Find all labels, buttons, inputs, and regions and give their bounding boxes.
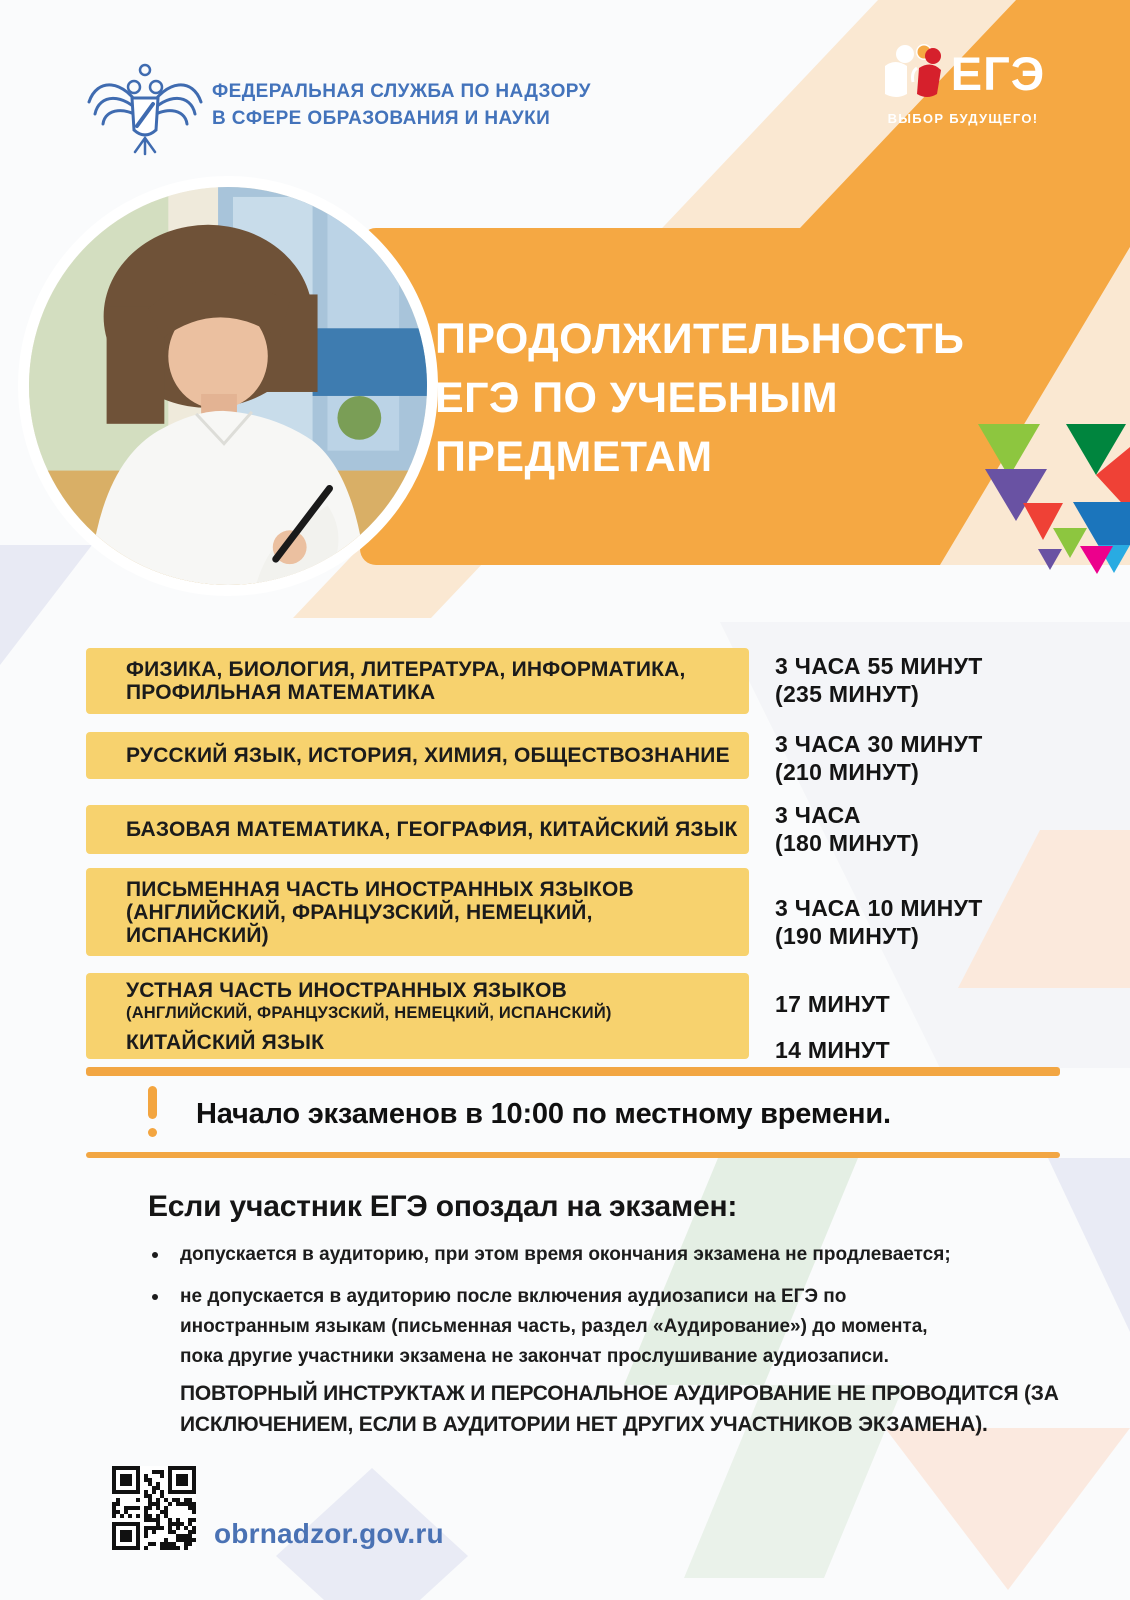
late-bullet-1: допускается в аудиторию, при этом время окончания экзамена не продлевается; — [180, 1240, 951, 1270]
poster-title-line2: ЕГЭ ПО УЧЕБНЫМ — [435, 374, 839, 422]
exclamation-dot-icon — [148, 1128, 157, 1137]
row5-line2: (АНГЛИЙСКИЙ, ФРАНЦУЗСКИЙ, НЕМЕЦКИЙ, ИСПАНСКИЙ) — [126, 1003, 612, 1022]
exclamation-mark-icon — [148, 1086, 157, 1119]
row2-line1: РУССКИЙ ЯЗЫК, ИСТОРИЯ, ХИМИЯ, ОБЩЕСТВОЗНАНИЕ — [126, 744, 730, 767]
row1-line1: ФИЗИКА, БИОЛОГИЯ, ЛИТЕРАТУРА, ИНФОРМАТИКА, — [126, 658, 686, 681]
row5-line1: УСТНАЯ ЧАСТЬ ИНОСТРАННЫХ ЯЗЫКОВ — [126, 978, 568, 1002]
student-photo — [18, 176, 438, 596]
table-row-4-duration: 3 ЧАСА 10 МИНУТ (190 МИНУТ) — [775, 895, 983, 949]
ege-logo-text: ЕГЭ — [950, 46, 1046, 100]
agency-name-line2: В СФЕРЕ ОБРАЗОВАНИЯ И НАУКИ — [212, 108, 551, 129]
table-row-1-duration: 3 ЧАСА 55 МИНУТ (235 МИНУТ) — [775, 653, 983, 707]
late-section-heading: Если участник ЕГЭ опоздал на экзамен: — [148, 1190, 738, 1223]
ege-logo — [868, 42, 1058, 126]
row3-line1: БАЗОВАЯ МАТЕМАТИКА, ГЕОГРАФИЯ, КИТАЙСКИЙ ЯЗЫК — [126, 818, 738, 841]
table-row-4-subjects — [86, 868, 749, 956]
table-row-5-duration-chinese: 14 МИНУТ — [775, 1037, 891, 1063]
table-row-3-duration: 3 ЧАСА (180 МИНУТ) — [775, 802, 920, 856]
poster-title-line3: ПРЕДМЕТАМ — [435, 433, 713, 481]
table-row-2-duration: 3 ЧАСА 30 МИНУТ (210 МИНУТ) — [775, 731, 983, 785]
row1-line2: ПРОФИЛЬНАЯ МАТЕМАТИКА — [126, 681, 436, 704]
table-row-5-subjects — [86, 973, 749, 1059]
eagle-emblem-icon — [85, 60, 205, 156]
exam-start-notice: Начало экзаменов в 10:00 по местному времени. — [196, 1098, 891, 1130]
qr-code — [112, 1466, 196, 1550]
row4-line3: ИСПАНСКИЙ) — [126, 923, 269, 947]
row4-line1: ПИСЬМЕННАЯ ЧАСТЬ ИНОСТРАННЫХ ЯЗЫКОВ — [126, 877, 634, 901]
table-row-2-subjects — [86, 732, 749, 779]
agency-name-line1: ФЕДЕРАЛЬНАЯ СЛУЖБА ПО НАДЗОРУ — [212, 81, 591, 102]
row5-line3: КИТАЙСКИЙ ЯЗЫК — [126, 1030, 325, 1054]
agency-name — [212, 78, 591, 132]
divider-bottom — [86, 1152, 1060, 1158]
obrnadzor-link[interactable]: obrnadzor.gov.ru — [214, 1518, 444, 1549]
ege-people-icon — [881, 42, 945, 104]
table-row-5-duration-oral: 17 МИНУТ — [775, 991, 891, 1017]
late-bullet-2: не допускается в аудиторию после включения аудиозаписи на ЕГЭ по иностранным языкам (письменная часть, раздел «Аудирование») до момента, пока другие участники экзамена не закончат прослушивание аудиозаписи. — [180, 1282, 928, 1372]
ege-tagline: ВЫБОР БУДУЩЕГО! — [887, 111, 1039, 126]
poster-title-line1: ПРОДОЛЖИТЕЛЬНОСТЬ — [435, 315, 965, 363]
table-row-1-subjects — [86, 648, 749, 714]
row4-line2: (АНГЛИЙСКИЙ, ФРАНЦУЗСКИЙ, НЕМЕЦКИЙ, — [126, 900, 593, 924]
no-repeat-briefing-note: ПОВТОРНЫЙ ИНСТРУКТАЖ И ПЕРСОНАЛЬНОЕ АУДИРОВАНИЕ НЕ ПРОВОДИТСЯ (ЗА ИСКЛЮЧЕНИЕМ, ЕСЛИ В АУДИТОРИИ НЕТ ДРУГИХ УЧАСТНИКОВ ЭКЗАМЕНА). — [180, 1382, 1059, 1436]
poster-title — [435, 310, 964, 487]
divider-top — [86, 1067, 1060, 1076]
table-row-3-subjects — [86, 805, 749, 854]
